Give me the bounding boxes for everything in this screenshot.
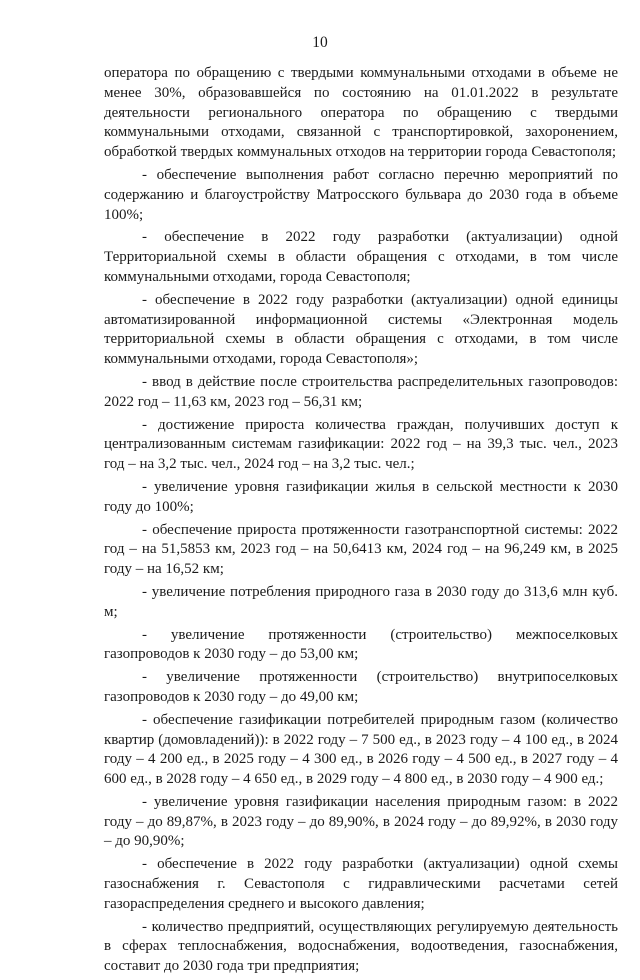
list-item: - достижение прироста количества граждан, получивших доступ к централизованным системам газификации: 2022 год – на 39,3 тыс. чел., 2023 год – на 3,2 тыс. чел., 2024 год – на 3,2 тыс. чел.; — [104, 416, 618, 473]
list-item: - количество предприятий, осуществляющих регулируемую деятельность в сферах теплоснабжения, водоснабжения, водоотведения, газоснабжения, составит до 2030 года три предприятия; — [104, 918, 618, 975]
paragraph-continuation: оператора по обращению с твердыми коммунальными отходами в объеме не менее 30%, образовавшейся по состоянию на 01.01.2022 в результате деятельности регионального оператора по обращению с твердыми коммунальными отходами, связанной с транспортировкой, захоронением, обработкой твердых коммунальных отходов на территории города Севастополя; — [104, 65, 618, 161]
list-item: - ввод в действие после строительства распределительных газопроводов: 2022 год – 11,63 км, 2023 год – 56,31 км; — [104, 373, 618, 410]
list-item: - увеличение потребления природного газа в 2030 году до 313,6 млн куб. м; — [104, 583, 618, 620]
list-item: - увеличение протяженности (строительство) межпоселковых газопроводов к 2030 году – до 53,00 км; — [104, 626, 618, 663]
list-item: - увеличение уровня газификации жилья в сельской местности к 2030 году до 100%; — [104, 478, 618, 515]
list-item: - обеспечение в 2022 году разработки (актуализации) одной единицы автоматизированной информационной системы «Электронная модель территориальной схемы в области обращения с отходами, в том числе коммунальными отходами, города Севастополя»; — [104, 291, 618, 368]
list-item: - обеспечение газификации потребителей природным газом (количество квартир (домовладений)): в 2022 году – 7 500 ед., в 2023 году – 4 100 ед., в 2024 году – 4 200 ед., в 2025 году – 4 300 ед., в 2026 году – 4 500 ед., в 2027 году – 4 600 ед., в 2028 году – 4 650 ед., в 2029 году – 4 800 ед., в 2030 году – 4 900 ед.; — [104, 711, 618, 788]
list-item: - увеличение протяженности (строительство) внутрипоселковых газопроводов к 2030 году – до 49,00 км; — [104, 669, 618, 705]
list-item: - обеспечение в 2022 году разработки (актуализации) одной схемы газоснабжения г. Севастополя с гидравлическими расчетами сетей газораспределения среднего и высокого давления; — [104, 856, 618, 912]
document-body — [104, 64, 618, 980]
list-item: - увеличение уровня газификации населения природным газом: в 2022 году – до 89,87%, в 2023 году – до 89,90%, в 2024 году – до 89,92%, в 2030 году – до 90,90%; — [104, 793, 618, 850]
page-number: 10 — [312, 34, 328, 51]
list-item: - обеспечение прироста протяженности газотранспортной системы: 2022 год – на 51,5853 км, 2023 год – на 50,6413 км, 2024 год – на 96,249 км, в 2025 году – на 16,52 км; — [104, 521, 618, 578]
list-item: - обеспечение выполнения работ согласно перечню мероприятий по содержанию и благоустройству Матросского бульвара до 2030 года в объеме 100%; — [104, 166, 618, 223]
list-item: - обеспечение в 2022 году разработки (актуализации) одной Территориальной схемы в области обращения с отходами, в том числе коммунальными отходами, города Севастополя; — [104, 229, 618, 285]
